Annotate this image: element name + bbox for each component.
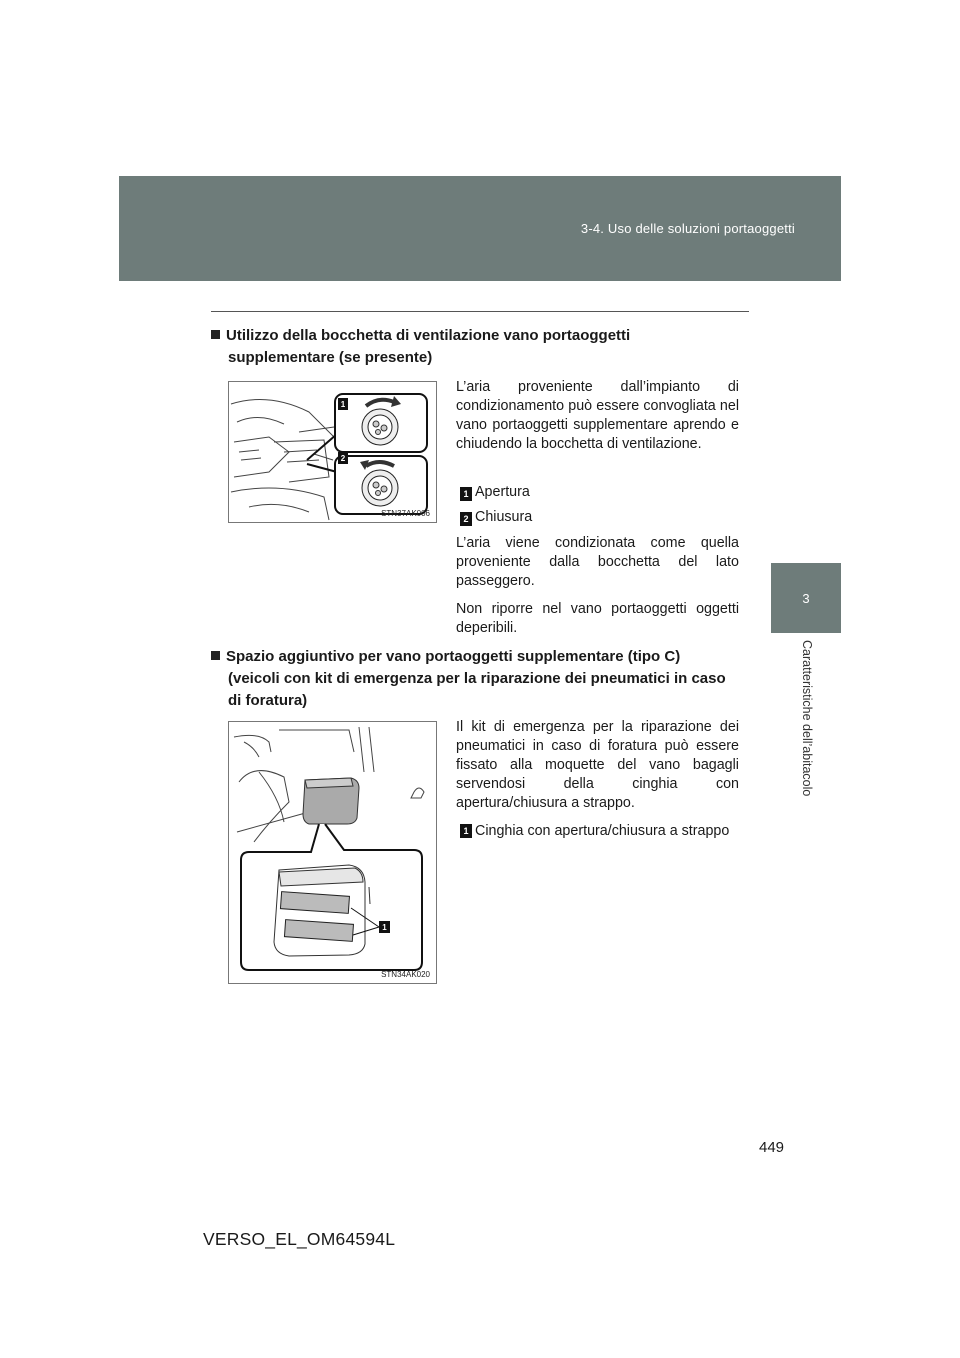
- figure-code: STN34AK020: [381, 970, 430, 979]
- chapter-number: 3: [802, 591, 810, 606]
- callout-label: Chiusura: [475, 509, 533, 525]
- header-band: [119, 176, 841, 281]
- page-number: 449: [759, 1139, 785, 1156]
- svg-text:2: 2: [340, 454, 346, 463]
- section2-heading-cont2: di foratura): [228, 692, 308, 709]
- figure-code: STN37AK006: [381, 509, 430, 518]
- section1-heading-cont: supplementare (se presente): [228, 349, 433, 366]
- section2-heading: [211, 646, 741, 712]
- svg-text:1: 1: [340, 400, 346, 409]
- section1-paragraph3: Non riporre nel vano portaoggetti oggetti deperibili.: [456, 601, 739, 636]
- callout-label: Apertura: [475, 484, 530, 500]
- section1-heading-text: Utilizzo della bocchetta di ventilazione vano portaoggetti: [226, 327, 631, 344]
- section1-paragraph1: L’aria proveniente dall’impianto di condizionamento può essere convogliata nel vano portaoggetti supplementare aprendo e chiudendo la bocchetta di ventilazione.: [456, 379, 739, 452]
- callout-item: [460, 483, 740, 502]
- chapter-label: [796, 640, 816, 830]
- heading-bullet-icon: [211, 330, 220, 339]
- callout-item: [460, 508, 740, 527]
- tire-kit-figure: [228, 721, 437, 984]
- tire-kit-illustration: [229, 722, 436, 983]
- callout-number: 1: [460, 824, 472, 838]
- section1-paragraph2: L’aria viene condizionata come quella proveniente dalla bocchetta del lato passeggero.: [456, 535, 739, 589]
- chapter-tab: [771, 563, 841, 633]
- callout-label: Cinghia con apertura/chiusura a strappo: [475, 823, 730, 839]
- callout-item: [460, 822, 740, 841]
- section2-heading-text: Spazio aggiuntivo per vano portaoggetti supplementare (tipo C): [226, 648, 681, 665]
- vent-figure: [228, 381, 437, 523]
- chapter-title: Caratteristiche dell’abitacolo: [800, 640, 814, 797]
- section2-heading-cont1: (veicoli con kit di emergenza per la riparazione dei pneumatici in caso: [228, 670, 726, 687]
- svg-text:1: 1: [382, 923, 387, 932]
- callout-number: 2: [460, 512, 472, 526]
- section-title: 3-4. Uso delle soluzioni portaoggetti: [580, 221, 795, 236]
- heading-bullet-icon: [211, 651, 220, 660]
- document-code: VERSO_EL_OM64594L: [203, 1229, 396, 1249]
- callout-number: 1: [460, 487, 472, 501]
- top-rule: [211, 311, 749, 312]
- section2-paragraph1: Il kit di emergenza per la riparazione dei pneumatici in caso di foratura può essere fissato alla moquette del vano bagagli servendosi della cinghia con apertura/chiusura a strappo.: [456, 719, 739, 811]
- section1-heading: [211, 325, 741, 369]
- vent-illustration: [229, 382, 436, 522]
